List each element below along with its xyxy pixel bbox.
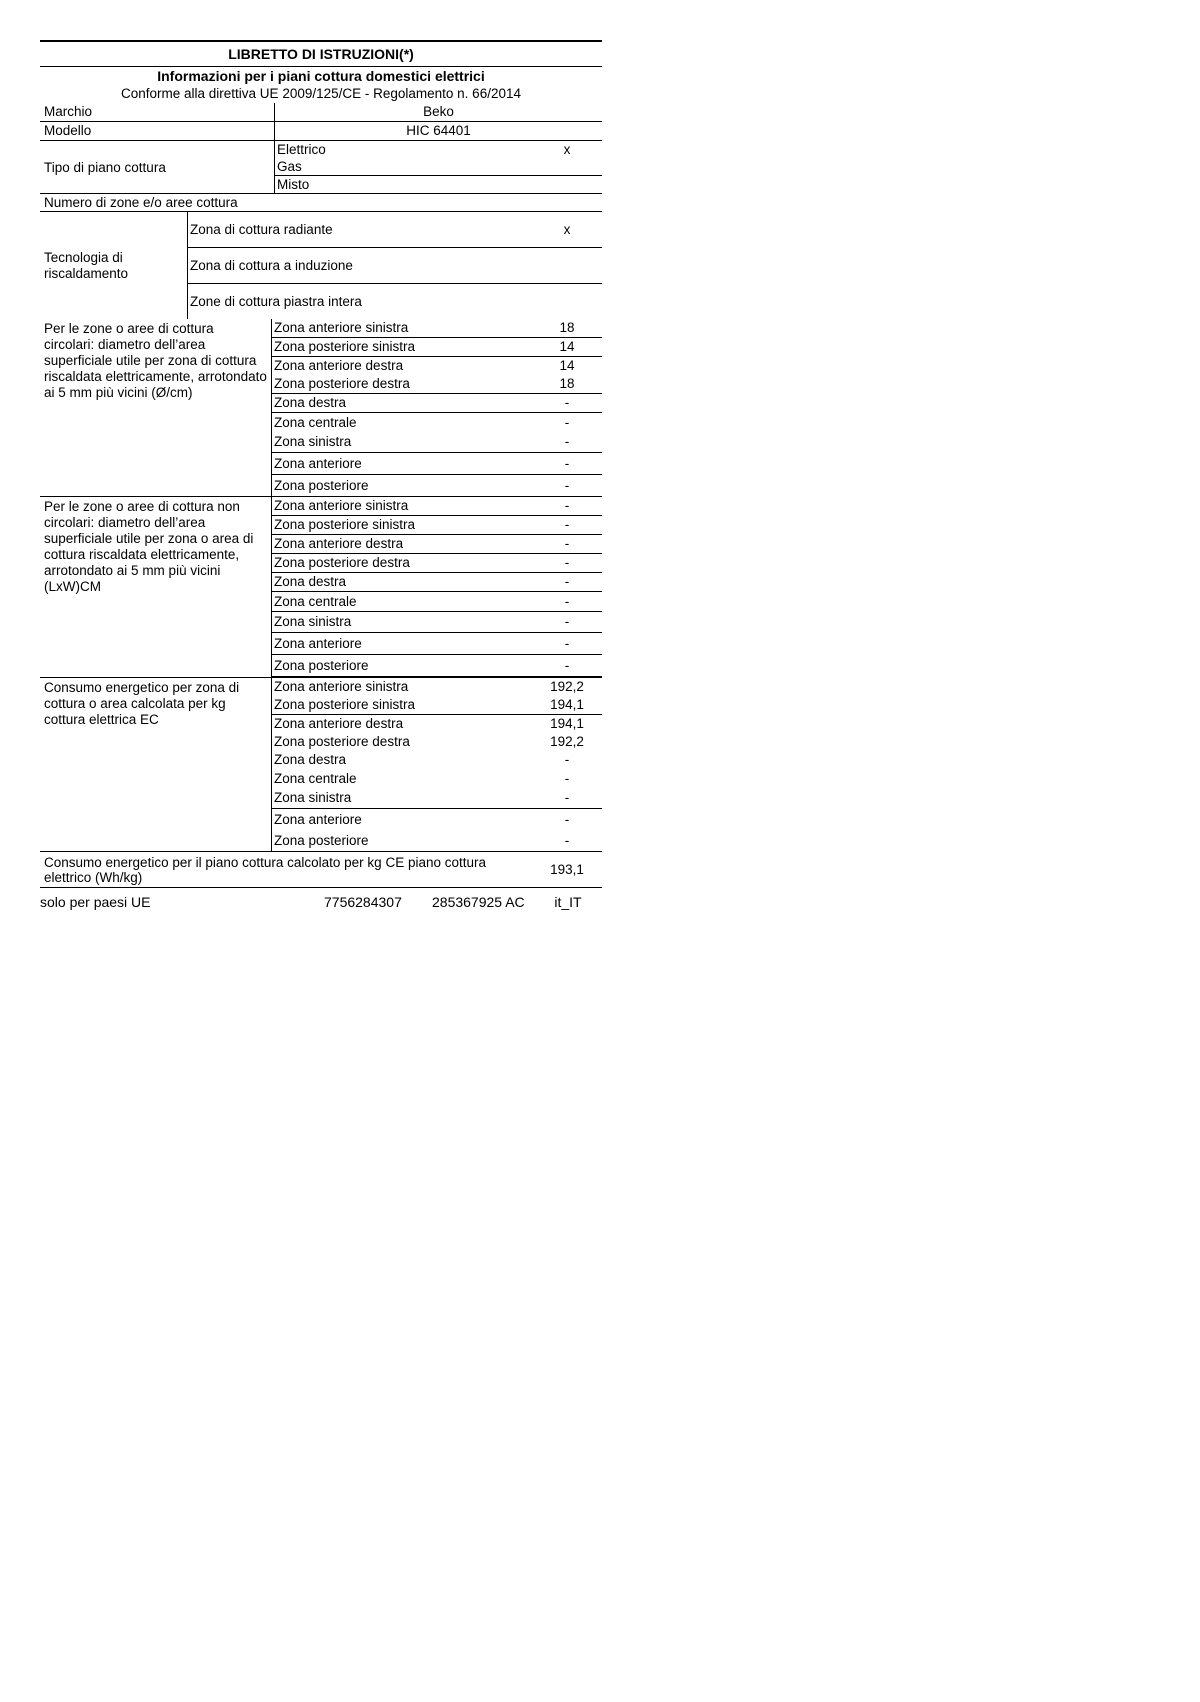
zone-row <box>272 453 602 475</box>
zone-row <box>272 535 602 554</box>
zone-row <box>272 573 602 592</box>
zone-row <box>272 475 602 496</box>
zone-name: Zona anteriore destra <box>274 536 404 551</box>
zone-row <box>272 338 602 357</box>
hob-type-option <box>275 176 602 193</box>
zone-row <box>272 633 602 655</box>
hob-type-option-name: Misto <box>277 177 310 192</box>
zone-row <box>272 788 602 809</box>
zone-value: - <box>564 456 570 471</box>
zone-row <box>272 432 602 453</box>
zone-value: - <box>564 517 570 532</box>
zone-value: 192,2 <box>550 734 584 749</box>
zone-row <box>272 655 602 677</box>
zone-row <box>272 394 602 413</box>
zone-row <box>272 592 602 612</box>
zone-row <box>272 516 602 535</box>
directive-reference: Conforme alla direttiva UE 2009/125/CE - Regolamento n. 66/2014 <box>121 86 521 101</box>
zone-value: - <box>564 771 570 786</box>
zone-name: Zona sinistra <box>274 434 352 449</box>
zone-row <box>272 751 602 769</box>
heating-technology-option-mark <box>532 284 602 319</box>
zone-name: Zona destra <box>274 752 347 767</box>
zone-value: - <box>564 790 570 805</box>
zone-value: 18 <box>559 320 575 335</box>
zone-name: Zona anteriore sinistra <box>274 320 409 335</box>
zone-value: 194,1 <box>550 697 584 712</box>
zone-name: Zona posteriore <box>274 833 369 848</box>
zone-value: - <box>564 555 570 570</box>
zone-row <box>272 612 602 633</box>
zone-value: 192,2 <box>550 679 584 694</box>
zone-row <box>272 375 602 394</box>
hob-type-label: Tipo di piano cottura <box>40 141 275 193</box>
total-energy-value: 193,1 <box>550 862 584 877</box>
heating-technology-options <box>188 212 602 319</box>
model-label: Modello <box>40 122 275 140</box>
brand-row <box>40 103 602 121</box>
zone-name: Zona anteriore <box>274 456 362 471</box>
document-subtitle: Informazioni per i piani cottura domestici elettrici <box>157 68 485 84</box>
zone-row <box>272 413 602 432</box>
zone-count-label: Numero di zone e/o aree cottura <box>44 195 238 210</box>
hob-type-section <box>40 141 602 193</box>
energy-zones-description: Consumo energetico per zona di cottura o area calcolata per kg cottura elettrica EC <box>40 678 272 851</box>
noncircular-zones-section <box>40 497 602 677</box>
brand-value: Beko <box>423 104 454 119</box>
hob-type-options <box>275 141 602 193</box>
zone-row <box>272 678 602 696</box>
zone-value: - <box>564 498 570 513</box>
zone-value: - <box>564 833 570 848</box>
heating-technology-option <box>188 284 602 319</box>
noncircular-zones-description: Per le zone o aree di cottura non circolari: diametro dell’area superficiale utile per zona o area di cottura riscaldata elettricamente, arrotondato ai 5 mm più vicini (LxW)CM <box>40 497 272 677</box>
hob-type-option-mark: x <box>563 142 571 157</box>
heating-technology-option <box>188 248 602 283</box>
zone-name: Zona anteriore <box>274 636 362 651</box>
noncircular-zones-list <box>272 497 602 677</box>
zone-value: - <box>564 752 570 767</box>
energy-zones-list <box>272 678 602 851</box>
zone-name: Zona anteriore destra <box>274 716 404 731</box>
circular-zones-description: Per le zone o aree di cottura circolari: diametro dell’area superficiale utile per zona di cottura riscaldata elettricamente, arrotondato ai 5 mm più vicini (Ø/cm) <box>40 319 272 496</box>
heating-technology-label: Tecnologia di riscaldamento <box>40 212 188 319</box>
heating-technology-option-name: Zone di cottura piastra intera <box>190 294 362 309</box>
zone-row <box>272 696 602 715</box>
hob-type-option <box>275 158 602 175</box>
zone-value: 194,1 <box>550 716 584 731</box>
footer-code-1: 7756284307 <box>324 894 402 910</box>
zone-name: Zona posteriore <box>274 658 369 673</box>
model-row <box>40 122 602 140</box>
zone-row <box>272 497 602 516</box>
hob-type-option-name: Gas <box>277 159 302 174</box>
zone-row <box>272 830 602 851</box>
zone-value: 18 <box>559 376 575 391</box>
hob-type-option-mark <box>532 158 602 175</box>
zone-row <box>272 733 602 751</box>
heating-technology-option <box>188 212 602 247</box>
footer-region: solo per paesi UE <box>40 894 151 910</box>
energy-info-sheet <box>40 40 602 916</box>
zone-value: 14 <box>559 358 575 373</box>
total-energy-label: Consumo energetico per il piano cottura calcolato per kg CE piano cottura elettrico (Wh/kg) <box>44 854 486 885</box>
zone-value: - <box>564 812 570 827</box>
brand-label: Marchio <box>40 103 275 121</box>
zone-value: - <box>564 395 570 410</box>
zone-row <box>272 809 602 830</box>
zone-name: Zona destra <box>274 395 347 410</box>
hob-type-option <box>275 141 602 158</box>
zone-name: Zona anteriore sinistra <box>274 679 409 694</box>
zone-value: - <box>564 415 570 430</box>
zone-name: Zona anteriore sinistra <box>274 498 409 513</box>
zone-value: - <box>564 594 570 609</box>
zone-value: - <box>564 434 570 449</box>
footer <box>40 888 602 916</box>
zone-value: - <box>564 636 570 651</box>
zone-name: Zona posteriore <box>274 478 369 493</box>
zone-name: Zona posteriore destra <box>274 555 410 570</box>
model-value: HIC 64401 <box>406 123 471 138</box>
zone-name: Zona posteriore destra <box>274 376 410 391</box>
heating-technology-option-mark: x <box>563 222 571 237</box>
hob-type-option-mark <box>532 176 602 193</box>
circular-zones-section <box>40 319 602 496</box>
circular-zones-list <box>272 319 602 496</box>
heating-technology-option-name: Zona di cottura a induzione <box>190 258 353 273</box>
zone-row <box>272 769 602 788</box>
zone-name: Zona posteriore sinistra <box>274 517 416 532</box>
zone-value: - <box>564 614 570 629</box>
zone-name: Zona posteriore sinistra <box>274 339 416 354</box>
zone-name: Zona anteriore destra <box>274 358 404 373</box>
zone-name: Zona posteriore sinistra <box>274 697 416 712</box>
zone-row <box>272 357 602 375</box>
zone-name: Zona sinistra <box>274 614 352 629</box>
zone-name: Zona destra <box>274 574 347 589</box>
zone-name: Zona centrale <box>274 771 357 786</box>
zone-name: Zona centrale <box>274 415 357 430</box>
zone-value: - <box>564 658 570 673</box>
total-energy-row <box>40 852 602 887</box>
footer-code-2: 285367925 AC <box>432 894 525 910</box>
zone-name: Zona sinistra <box>274 790 352 805</box>
zone-value: - <box>564 478 570 493</box>
zone-name: Zona posteriore destra <box>274 734 410 749</box>
zone-name: Zona anteriore <box>274 812 362 827</box>
zone-value: - <box>564 536 570 551</box>
zone-row <box>272 554 602 573</box>
heating-technology-option-mark <box>532 248 602 283</box>
zone-name: Zona centrale <box>274 594 357 609</box>
heating-technology-section <box>40 212 602 319</box>
zone-value: 14 <box>559 339 575 354</box>
zone-row <box>272 715 602 733</box>
heating-technology-option-name: Zona di cottura radiante <box>190 222 333 237</box>
zone-value: - <box>564 574 570 589</box>
hob-type-option-name: Elettrico <box>277 142 326 157</box>
footer-locale: it_IT <box>554 894 582 910</box>
document-title: LIBRETTO DI ISTRUZIONI(*) <box>228 46 414 62</box>
energy-zones-section <box>40 678 602 851</box>
zone-row <box>272 319 602 338</box>
